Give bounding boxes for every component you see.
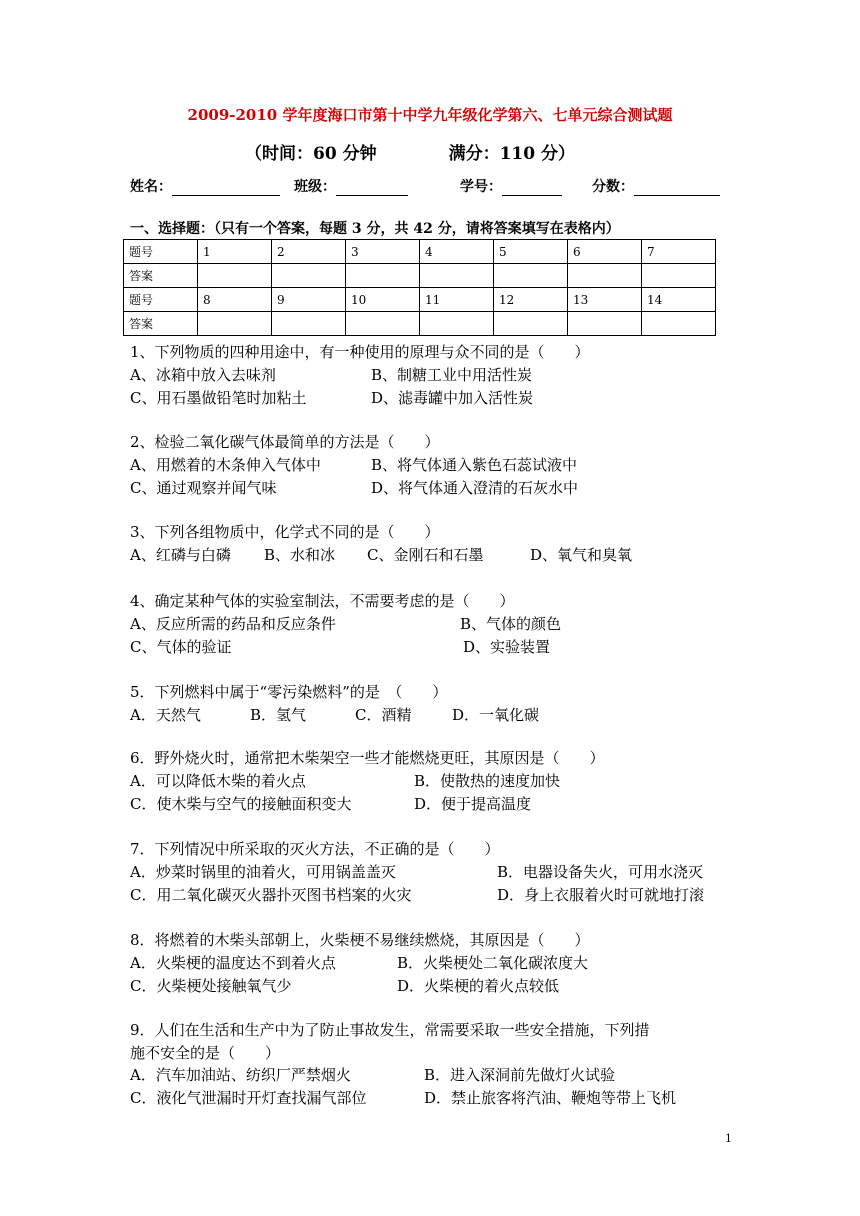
answer-cell[interactable] — [642, 264, 716, 288]
question-4-option-c: C、气体的验证 — [130, 638, 232, 656]
question-9-option-b: B．进入深洞前先做灯火试验 — [424, 1066, 616, 1084]
question-6-option-b: B．使散热的速度加快 — [414, 772, 561, 790]
table-cell: 3 — [346, 240, 420, 264]
question-9-stem: 9．人们在生活和生产中为了防止事故发生，常需要采取一些安全措施，下列措 — [130, 1021, 650, 1039]
question-3-option-c: C、金刚石和石墨 — [367, 546, 484, 564]
question-6-stem: 6．野外烧火时，通常把木柴架空一些才能燃烧更旺，其原因是（ ） — [130, 749, 605, 767]
answer-cell[interactable] — [494, 264, 568, 288]
question-8-option-c: C．火柴梗处接触氧气少 — [130, 977, 292, 995]
table-cell: 答案 — [124, 264, 198, 288]
question-6-option-c: C．使木柴与空气的接触面积变大 — [130, 795, 352, 813]
table-cell: 7 — [642, 240, 716, 264]
question-2-option-b: B、将气体通入紫色石蕊试液中 — [371, 456, 578, 474]
answer-cell[interactable] — [198, 264, 272, 288]
table-cell: 10 — [346, 288, 420, 312]
question-3-option-d: D、氧气和臭氧 — [530, 546, 633, 564]
answer-cell[interactable] — [568, 312, 642, 336]
table-cell: 8 — [198, 288, 272, 312]
table-row — [124, 312, 716, 336]
page-number: 1 — [725, 1132, 732, 1145]
question-9-stem-cont: 施不安全的是（ ） — [130, 1044, 281, 1062]
question-3-option-b: B、水和冰 — [264, 546, 336, 564]
question-4-option-d: D、实验装置 — [463, 638, 551, 656]
table-cell: 14 — [642, 288, 716, 312]
id-blank — [502, 181, 562, 196]
answer-cell[interactable] — [420, 312, 494, 336]
question-8-option-d: D．火柴梗的着火点较低 — [397, 977, 560, 995]
question-1-option-c: C、用石墨做铅笔时加粘土 — [130, 389, 307, 407]
table-cell: 1 — [198, 240, 272, 264]
question-5-option-a: A．天然气 — [130, 706, 201, 724]
score-label: 分数： — [592, 179, 634, 195]
answer-cell[interactable] — [198, 312, 272, 336]
table-cell: 题号 — [124, 240, 198, 264]
question-2-option-d: D、将气体通入澄清的石灰水中 — [371, 479, 579, 497]
question-4-option-a: A、反应所需的药品和反应条件 — [130, 615, 336, 633]
table-row — [124, 288, 716, 312]
question-7-option-b: B．电器设备失火，可用水浇灭 — [497, 863, 704, 881]
class-label: 班级： — [294, 179, 336, 195]
question-2-stem: 2、检验二氧化碳气体最简单的方法是（ ） — [130, 433, 440, 451]
question-2-option-a: A、用燃着的木条伸入气体中 — [130, 456, 321, 474]
question-1-option-a: A、冰箱中放入去味剂 — [130, 366, 276, 384]
question-9-option-c: C．液化气泄漏时开灯查找漏气部位 — [130, 1089, 367, 1107]
table-cell: 12 — [494, 288, 568, 312]
question-3-stem: 3、下列各组物质中，化学式不同的是（ ） — [130, 523, 440, 541]
question-5-option-d: D．一氧化碳 — [452, 706, 540, 724]
table-cell: 2 — [272, 240, 346, 264]
document-title: 2009-2010 学年度海口市第十中学九年级化学第六、七单元综合测试题 — [187, 106, 673, 124]
table-row — [124, 240, 716, 264]
score-field — [592, 176, 720, 196]
table-cell: 6 — [568, 240, 642, 264]
id-field — [460, 176, 562, 196]
question-8-option-b: B．火柴梗处二氧化碳浓度大 — [397, 954, 589, 972]
table-cell: 13 — [568, 288, 642, 312]
question-7-stem: 7．下列情况中所采取的灭火方法，不正确的是（ ） — [130, 840, 500, 858]
table-cell: 5 — [494, 240, 568, 264]
answer-cell[interactable] — [346, 264, 420, 288]
question-1-option-b: B、制糖工业中用活性炭 — [371, 366, 533, 384]
question-5-option-b: B．氢气 — [250, 706, 307, 724]
answer-cell[interactable] — [272, 312, 346, 336]
class-blank — [336, 181, 408, 196]
section-heading: 一、选择题：（只有一个答案，每题 3 分，共 42 分，请将答案填写在表格内） — [130, 221, 620, 237]
table-row — [124, 264, 716, 288]
question-6-option-d: D．便于提高温度 — [414, 795, 532, 813]
name-blank — [172, 181, 280, 196]
question-8-option-a: A．火柴梗的温度达不到着火点 — [130, 954, 336, 972]
answer-cell[interactable] — [272, 264, 346, 288]
name-field — [130, 176, 280, 196]
exam-full-score: 满分：110 分） — [448, 144, 575, 164]
exam-meta — [245, 139, 575, 164]
question-9-option-a: A．汽车加油站、纺织厂严禁烟火 — [130, 1066, 351, 1084]
question-7-option-a: A．炒菜时锅里的油着火，可用锅盖盖灭 — [130, 863, 396, 881]
answer-cell[interactable] — [420, 264, 494, 288]
exam-time: （时间：60 分钟 — [245, 144, 377, 164]
id-label: 学号： — [460, 179, 502, 195]
question-4-option-b: B、气体的颜色 — [460, 615, 562, 633]
score-blank — [634, 181, 720, 196]
question-7-option-c: C．用二氧化碳灭火器扑灭图书档案的火灾 — [130, 886, 412, 904]
question-5-option-c: C．酒精 — [355, 706, 412, 724]
question-3-option-a: A、红磷与白磷 — [130, 546, 231, 564]
question-8-stem: 8．将燃着的木柴头部朝上，火柴梗不易继续燃烧，其原因是（ ） — [130, 931, 590, 949]
question-9-option-d: D．禁止旅客将汽油、鞭炮等带上飞机 — [424, 1089, 677, 1107]
question-2-option-c: C、通过观察并闻气味 — [130, 479, 277, 497]
question-1-stem: 1、下列物质的四种用途中，有一种使用的原理与众不同的是（ ） — [130, 343, 590, 361]
answer-cell[interactable] — [494, 312, 568, 336]
question-5-stem: 5．下列燃料中属于“零污染燃料”的是 （ ） — [130, 683, 448, 701]
table-cell: 4 — [420, 240, 494, 264]
table-cell: 9 — [272, 288, 346, 312]
question-4-stem: 4、确定某种气体的实验室制法，不需要考虑的是（ ） — [130, 592, 515, 610]
answer-table — [123, 239, 716, 336]
name-label: 姓名： — [130, 179, 172, 195]
question-7-option-d: D．身上衣服着火时可就地打滚 — [497, 886, 705, 904]
answer-cell[interactable] — [642, 312, 716, 336]
class-field — [294, 176, 408, 196]
table-cell: 答案 — [124, 312, 198, 336]
answer-cell[interactable] — [346, 312, 420, 336]
question-6-option-a: A．可以降低木柴的着火点 — [130, 772, 306, 790]
table-cell: 题号 — [124, 288, 198, 312]
table-cell: 11 — [420, 288, 494, 312]
answer-cell[interactable] — [568, 264, 642, 288]
question-1-option-d: D、滤毒罐中加入活性炭 — [371, 389, 534, 407]
